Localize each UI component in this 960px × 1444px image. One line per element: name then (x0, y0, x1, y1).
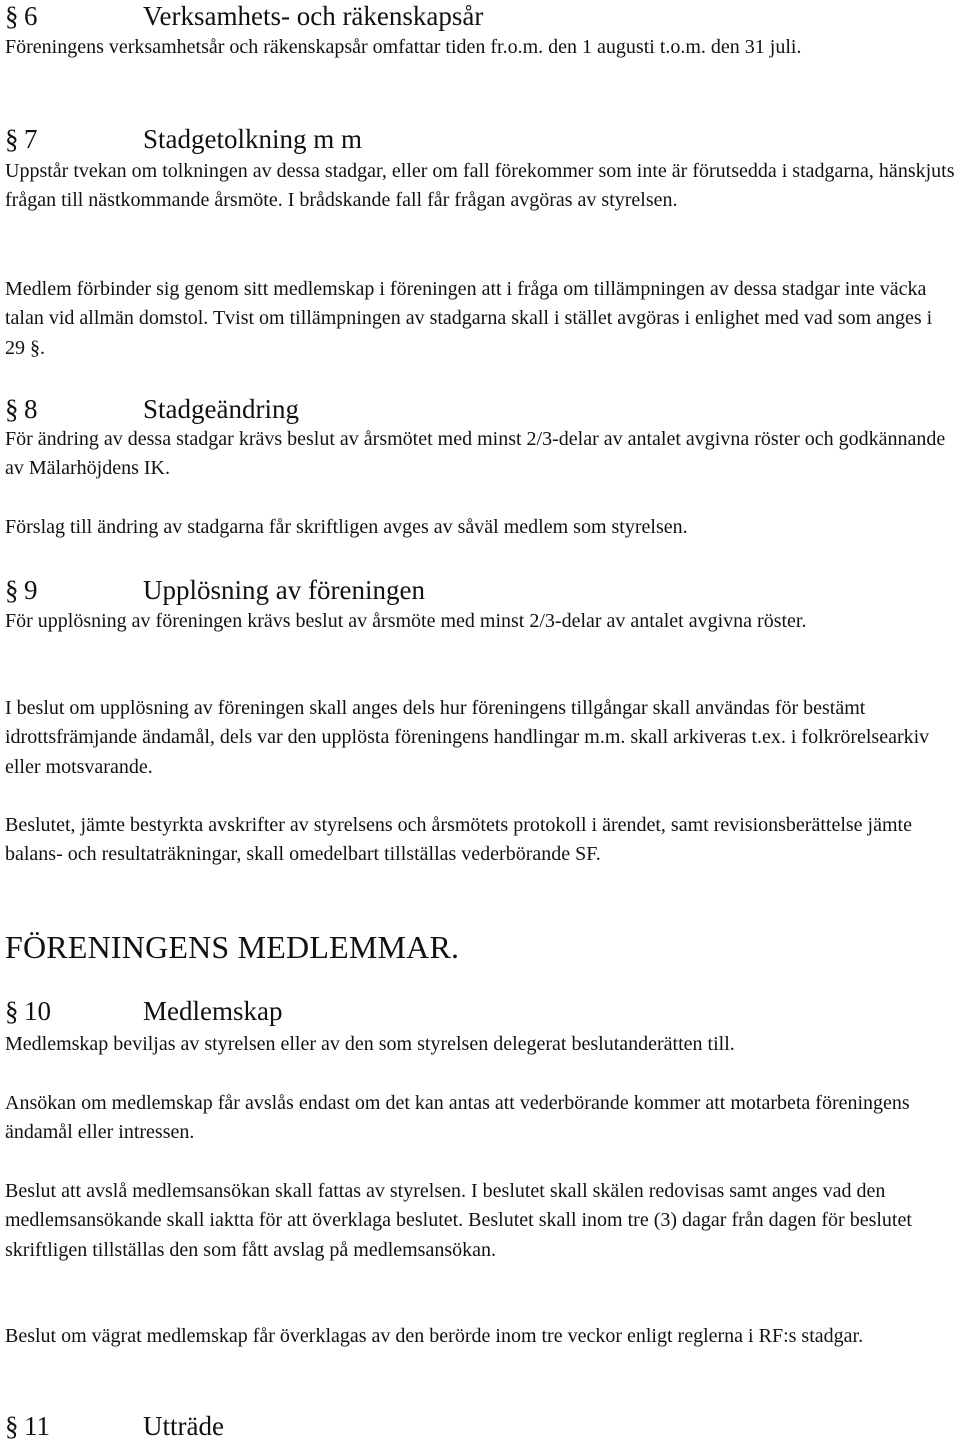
section-10-paragraph-3: Beslut att avslå medlemsansökan skall fattas av styrelsen. I beslutet skall skälen redovisas samt anges vad den medlemsansökande skall iaktta för att överklaga beslutet. Beslutet skall inom tre (3) dagar från dagen för beslutet skriftligen tillställas den som fått avslag på medlemsansökan. (5, 1180, 912, 1261)
section-title: Medlemskap (143, 996, 283, 1026)
section-number: 9 (24, 575, 38, 605)
section-10-paragraph-1: Medlemskap beviljas av styrelsen eller av den som styrelsen delegerat beslutanderätten till. (5, 1033, 735, 1055)
section-symbol: § (5, 1, 19, 31)
section-7-paragraph-2: Medlem förbinder sig genom sitt medlemskap i föreningen att i fråga om tillämpningen av dessa stadgar inte väcka talan vid allmän domstol. Tvist om tillämpningen av stadgarna skall i stället avgöras i enlighet med vad som anges i 29 §. (5, 278, 933, 359)
section-10-paragraph-4: Beslut om vägrat medlemskap får överklagas av den berörde inom tre veckor enligt reglerna i RF:s stadgar. (5, 1325, 864, 1347)
section-number: 10 (24, 996, 51, 1026)
section-8-paragraph-2: Förslag till ändring av stadgarna får skriftligen avges av såväl medlem som styrelsen. (5, 516, 688, 538)
section-9-paragraph-2: I beslut om upplösning av föreningen skall anges dels hur föreningens tillgångar skall användas för bestämt idrottsfrämjande ändamål, dels var den upplösta föreningens handlingar m.m. skall arkiveras t.ex. i folkrörelsearkiv eller motsvarande. (5, 697, 930, 778)
section-symbol: § (5, 996, 19, 1026)
section-number: 8 (24, 394, 38, 424)
chapter-heading: FÖRENINGENS MEDLEMMAR. (5, 929, 460, 965)
section-title: Utträde (143, 1411, 224, 1441)
section-symbol: § (5, 575, 19, 605)
section-title: Stadgetolkning m m (143, 124, 362, 154)
section-number: 7 (24, 124, 38, 154)
section-7-paragraph-1: Uppstår tvekan om tolkningen av dessa stadgar, eller om fall förekommer som inte är förutsedda i stadgarna, hänskjuts frågan till nästkommande årsmöte. I brådskande fall får frågan avgöras av styrelsen. (5, 160, 955, 212)
section-number: 11 (24, 1411, 50, 1441)
section-symbol: § (5, 394, 19, 424)
section-title: Verksamhets- och räkenskapsår (143, 1, 484, 31)
section-symbol: § (5, 1411, 19, 1441)
section-8-paragraph-1: För ändring av dessa stadgar krävs beslut av årsmötet med minst 2/3-delar av antalet avgivna röster och godkännande av Mälarhöjdens IK. (5, 428, 946, 480)
section-symbol: § (5, 124, 19, 154)
section-6-paragraph-1: Föreningens verksamhetsår och räkenskapsår omfattar tiden fr.o.m. den 1 augusti t.o.m. den 31 juli. (5, 36, 802, 58)
section-title: Upplösning av föreningen (143, 575, 425, 605)
section-title: Stadgeändring (143, 394, 299, 424)
section-10-paragraph-2: Ansökan om medlemskap får avslås endast om det kan antas att vederbörande kommer att motarbeta föreningens ändamål eller intressen. (5, 1092, 910, 1144)
section-number: 6 (24, 1, 38, 31)
section-9-paragraph-3: Beslutet, jämte bestyrkta avskrifter av styrelsens och årsmötets protokoll i ärendet, samt revisionsberättelse jämte balans- och resultaträkningar, skall omedelbart tillställas vederbörande SF. (5, 814, 912, 866)
section-9-paragraph-1: För upplösning av föreningen krävs beslut av årsmöte med minst 2/3-delar av antalet avgivna röster. (5, 610, 807, 632)
